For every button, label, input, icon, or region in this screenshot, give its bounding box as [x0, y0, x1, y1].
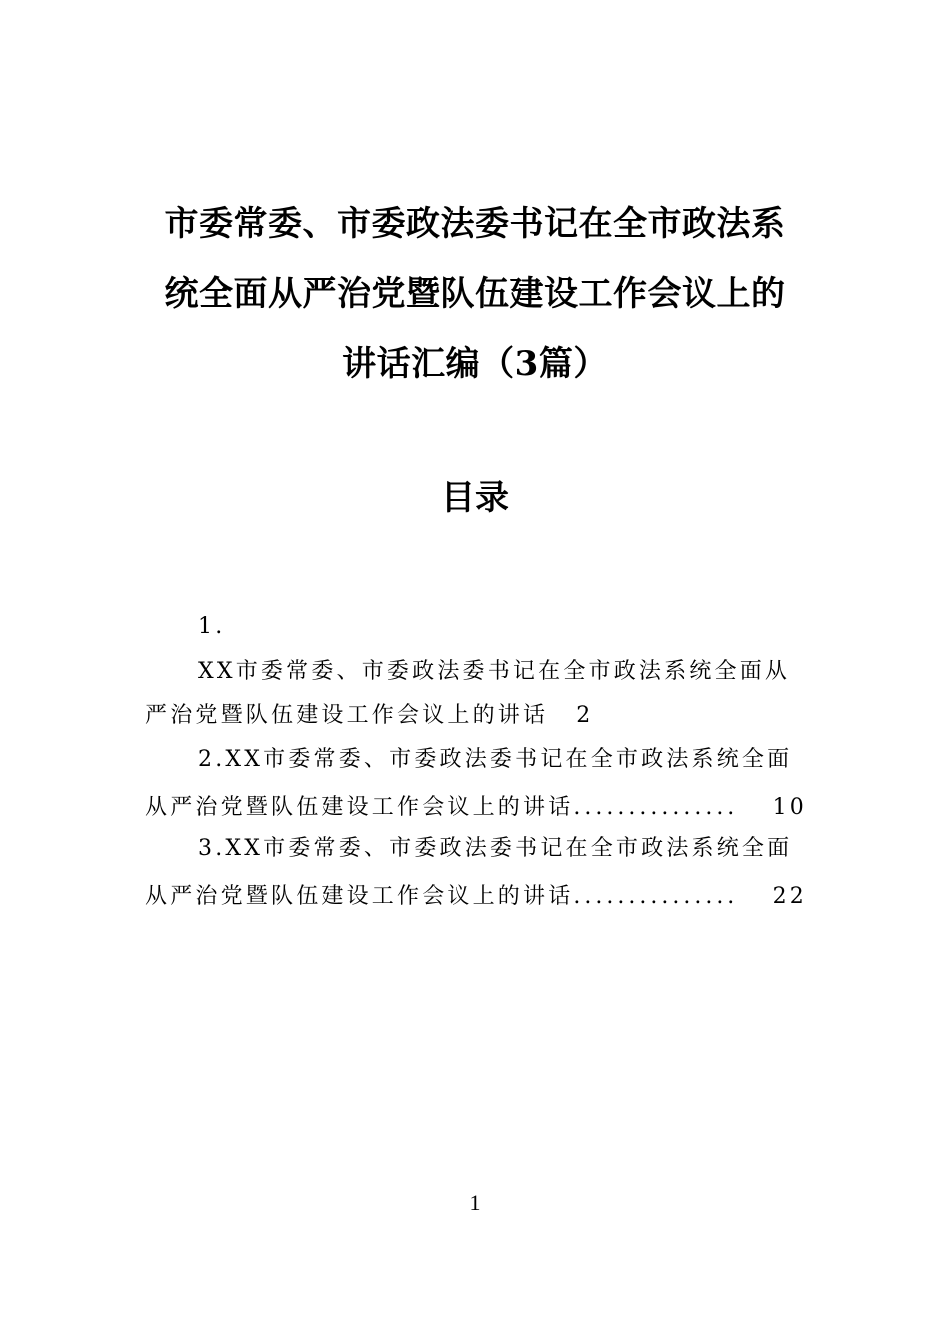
- title-line-3: 讲话汇编（3篇）: [342, 344, 608, 384]
- toc-entry-1-number[interactable]: 1.: [198, 614, 226, 639]
- toc-entry-3-line1[interactable]: 3.XX市委常委、市委政法委书记在全市政法系统全面: [198, 836, 793, 861]
- toc-entry-1-line1[interactable]: XX市委常委、市委政法委书记在全市政法系统全面从: [198, 659, 791, 684]
- title-line-1: 市委常委、市委政法委书记在全市政法系: [164, 204, 786, 244]
- toc-entry-3-leader: ...............: [573, 884, 739, 909]
- toc-entry-2-leader: ...............: [573, 795, 739, 820]
- title-line-2: 统全面从严治党暨队伍建设工作会议上的: [164, 274, 786, 314]
- toc-entry-2-page: 10: [772, 795, 807, 820]
- toc-entry-1-page: 2: [576, 703, 594, 728]
- page-number: 1: [469, 1190, 481, 1215]
- toc-entry-3-text: 从严治党暨队伍建设工作会议上的讲话: [145, 884, 574, 909]
- toc-entry-3-line2[interactable]: [145, 879, 807, 909]
- toc-entry-1-line2[interactable]: [145, 701, 593, 731]
- toc-entry-2-text: 从严治党暨队伍建设工作会议上的讲话: [145, 795, 574, 820]
- toc-entry-2-line2[interactable]: [145, 790, 807, 820]
- toc-entry-3-page: 22: [772, 884, 807, 909]
- toc-entry-2-line1[interactable]: 2.XX市委常委、市委政法委书记在全市政法系统全面: [198, 747, 793, 772]
- toc-entry-1-text: 严治党暨队伍建设工作会议上的讲话: [145, 703, 549, 728]
- toc-heading: 目录: [441, 478, 509, 518]
